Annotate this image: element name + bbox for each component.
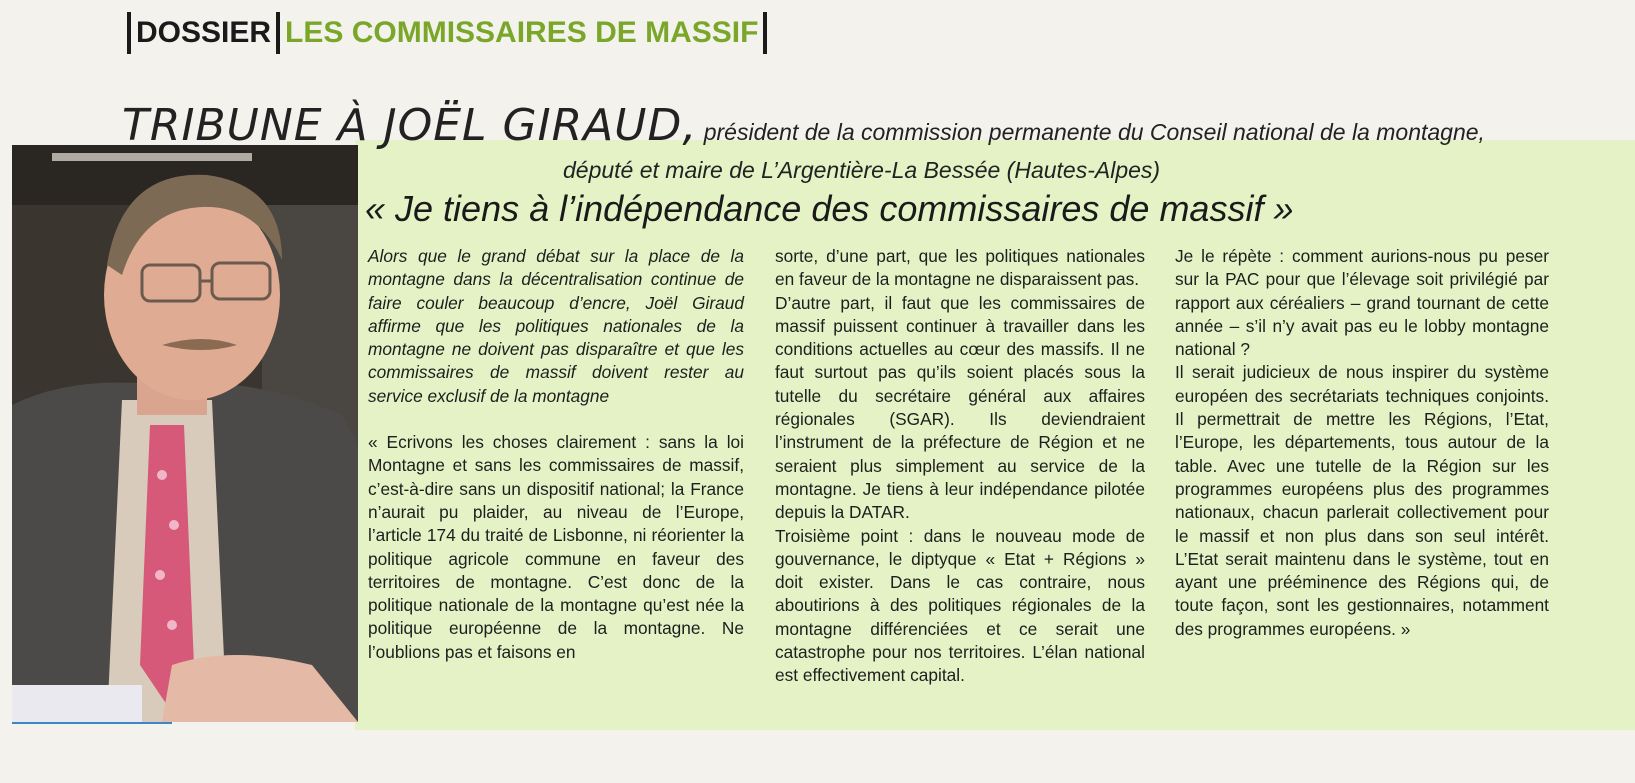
article-intro: Alors que le grand débat sur la place de la montagne dans la décentralisation continue de faire couler beaucoup d’encre, Joël Giraud affirme que les politiques nationales de la montagne ne doivent pas disparaître et que les commissaires de massif doivent rester au service exclusif de la montagne	[368, 246, 744, 406]
header-divider	[276, 12, 280, 54]
bottom-rule	[12, 722, 172, 724]
section-header	[122, 10, 772, 56]
column-3	[1175, 245, 1549, 641]
portrait-photo	[12, 145, 358, 722]
header-divider	[127, 12, 131, 54]
article-paragraph: Je le répète : comment aurions-nous pu peser sur la PAC pour que l’élevage soit privilégié par rapport aux céréaliers – grand tournant de cette année – s’il n’y avait pas eu le lobby montagne national ?	[1175, 246, 1549, 360]
section-title: LES COMMISSAIRES DE MASSIF	[285, 16, 759, 49]
column-1	[368, 245, 744, 664]
tribune-line	[122, 100, 1485, 151]
tribune-subtitle: député et maire de L’Argentière-La Bessée (Hautes-Alpes)	[563, 157, 1161, 183]
article-paragraph: Il serait judicieux de nous inspirer du système européen des secrétariats techniques conjoints. Il permettrait de mettre les Régions, l’Etat, l’Europe, les départements, tous autour de la table. Avec une tutelle de la Région sur les programmes européens plus des programmes nationaux, chacun parlerait collectivement pour le massif et non plus dans son seul intérêt. L’Etat serait maintenu dans le système, tout en ayant une prééminence des Régions qui, de toute façon, sont les gestionnaires, notamment des programmes européens. »	[1175, 362, 1549, 639]
portrait-illustration	[12, 145, 358, 722]
dossier-kicker: DOSSIER	[136, 16, 272, 49]
headline-quote: « Je tiens à l’indépendance des commissaires de massif »	[365, 188, 1294, 229]
article-paragraph: sorte, d’une part, que les politiques nationales en faveur de la montagne ne disparaissent pas.	[775, 246, 1145, 290]
tribune-role: président de la commission permanente du Conseil national de la montagne,	[697, 119, 1485, 145]
header-divider	[763, 12, 767, 54]
article-paragraph: Troisième point : dans le nouveau mode de gouvernance, le diptyque « Etat + Régions » doit exister. Dans le cas contraire, nous aboutirions à des politiques régionales de la montagne différenciées et ce serait une catastrophe pour nos territoires. L’élan national est effectivement capital.	[775, 525, 1145, 686]
article-paragraph: D’autre part, il faut que les commissaires de massif puissent continuer à travailler dans les conditions actuelles au cœur des massifs. Il ne faut surtout pas qu’ils soient placés sous la tutelle du secrétaire général aux affaires régionales (SGAR). Ils deviendraient l’instrument de la préfecture de Région et ne seraient plus simplement au service de la montagne. Je tiens à leur indépendance pilotée depuis la DATAR.	[775, 292, 1145, 523]
article-paragraph: « Ecrivons les choses clairement : sans la loi Montagne et sans les commissaires de massif, c’est-à-dire sans un dispositif national; la France n’aurait pu plaider, au niveau de l’Europe, l’article 174 du traité de Lisbonne, ni réorienter la politique agricole commune en faveur des territoires de montagne. C’est donc de la politique nationale de la montagne qu’est née la politique européenne de la montagne. Ne l’oublions pas et faisons en	[368, 432, 744, 662]
tribune-title: TRIBUNE À JOËL GIRAUD,	[122, 100, 698, 151]
column-2	[775, 245, 1145, 688]
